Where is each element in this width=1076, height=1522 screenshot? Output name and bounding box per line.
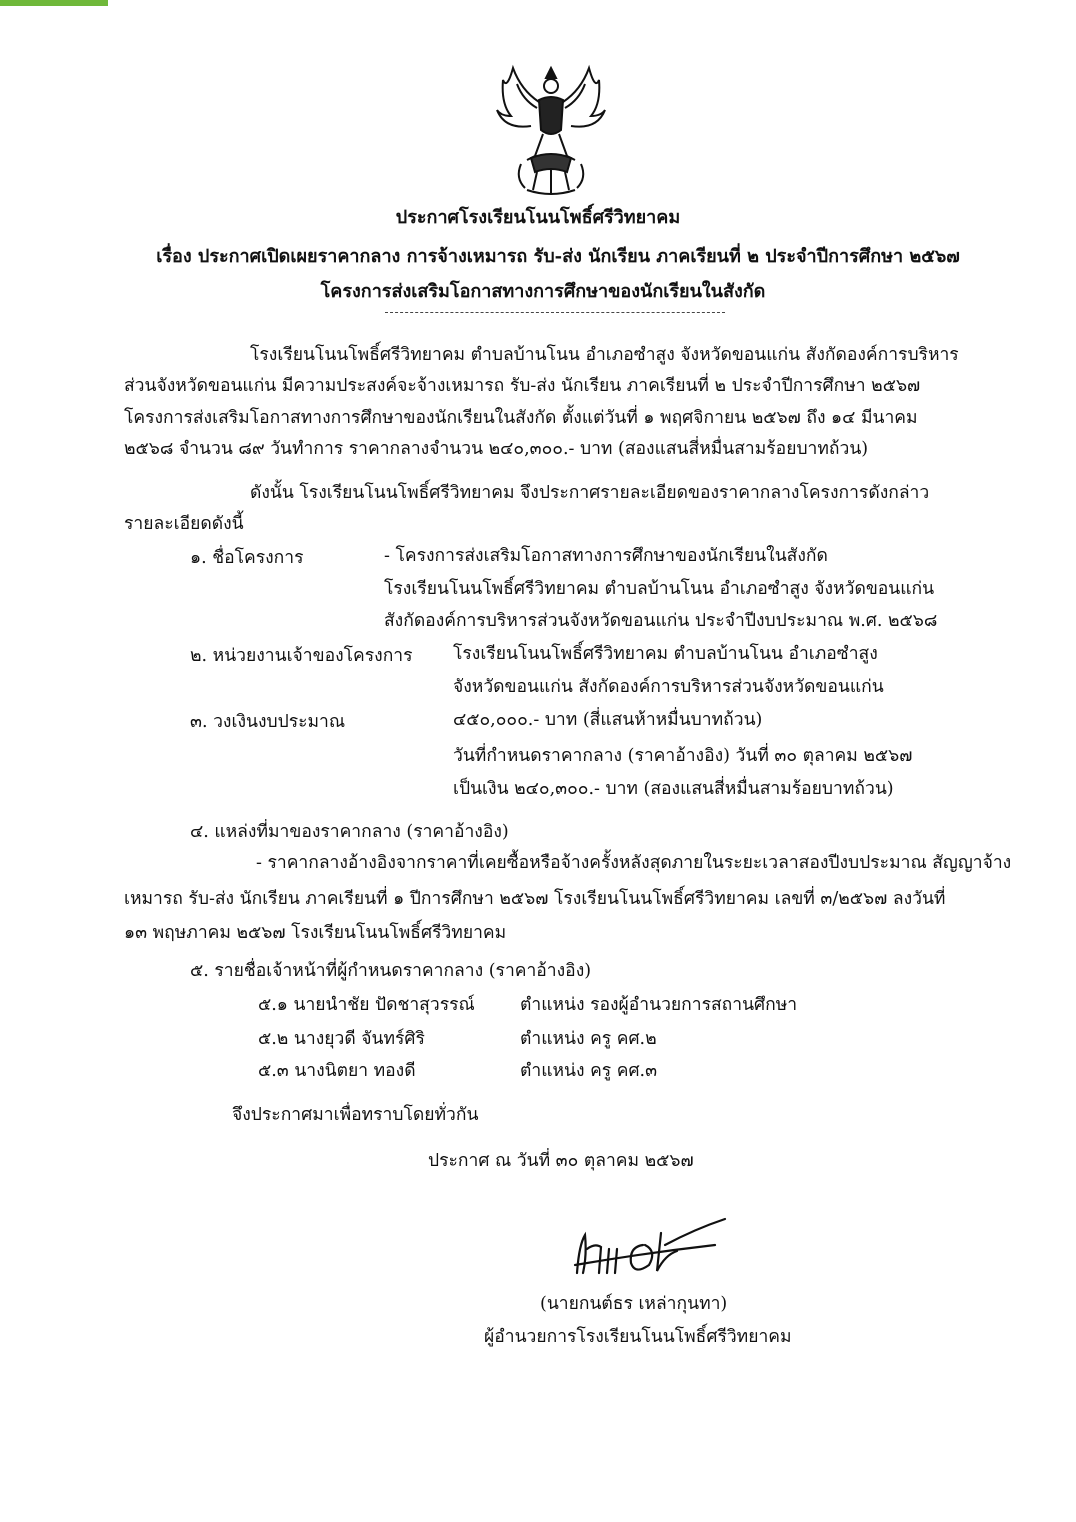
item-3-label: ๓. วงเงินงบประมาณ xyxy=(190,712,346,732)
item-1-value-1: - โครงการส่งเสริมโอกาสทางการศึกษาของนักเรียนในสังกัด xyxy=(384,546,828,566)
official-2-position: ตำแหน่ง ครู คศ.๒ xyxy=(520,1029,657,1049)
item-1-label: ๑. ชื่อโครงการ xyxy=(190,548,304,568)
top-edge-mark xyxy=(0,0,108,6)
title-divider xyxy=(385,312,725,313)
intro-line-5: ดังนั้น โรงเรียนโนนโพธิ์ศรีวิทยาคม จึงประกาศรายละเอียดของราคากลางโครงการดังกล่าว xyxy=(250,483,930,503)
document-title: ประกาศโรงเรียนโนนโพธิ์ศรีวิทยาคม xyxy=(395,207,681,228)
announcement-date: ประกาศ ณ วันที่ ๓๐ ตุลาคม ๒๕๖๗ xyxy=(428,1151,694,1171)
item-2-value-1: โรงเรียนโนนโพธิ์ศรีวิทยาคม ตำบลบ้านโนน อำเภอซำสูง xyxy=(453,644,878,664)
closing-notice: จึงประกาศมาเพื่อทราบโดยทั่วกัน xyxy=(232,1105,479,1125)
project-heading: โครงการส่งเสริมโอกาสทางการศึกษาของนักเรียนในสังกัด xyxy=(320,281,766,302)
intro-line-1: โรงเรียนโนนโพธิ์ศรีวิทยาคม ตำบลบ้านโนน อำเภอซำสูง จังหวัดขอนแก่น สังกัดองค์การบริหาร xyxy=(250,345,959,365)
item-1-value-3: สังกัดองค์การบริหารส่วนจังหวัดขอนแก่น ประจำปีงบประมาณ พ.ศ. ๒๕๖๘ xyxy=(384,611,938,631)
official-1-position: ตำแหน่ง รองผู้อำนวยการสถานศึกษา xyxy=(520,995,798,1015)
item-4-line-1: - ราคากลางอ้างอิงจากราคาที่เคยซื้อหรือจ้างครั้งหลังสุดภายในระยะเวลาสองปีงบประมาณ สัญญาจ้าง xyxy=(256,853,1012,873)
official-2-name: ๕.๒ นางยุวดี จันทร์ศิริ xyxy=(258,1029,425,1049)
item-2-label: ๒. หน่วยงานเจ้าของโครงการ xyxy=(190,646,413,666)
item-5-label: ๕. รายชื่อเจ้าหน้าที่ผู้กำหนดราคากลาง (ราคาอ้างอิง) xyxy=(190,961,592,981)
signature-icon xyxy=(565,1215,735,1285)
item-1-value-2: โรงเรียนโนนโพธิ์ศรีวิทยาคม ตำบลบ้านโนน อำเภอซำสูง จังหวัดขอนแก่น xyxy=(384,579,935,599)
item-3-value-2: วันที่กำหนดราคากลาง (ราคาอ้างอิง) วันที่ ๓๐ ตุลาคม ๒๕๖๗ xyxy=(453,746,913,766)
official-3-name: ๕.๓ นางนิตยา ทองดี xyxy=(258,1061,416,1081)
intro-line-3: โครงการส่งเสริมโอกาสทางการศึกษาของนักเรียนในสังกัด ตั้งแต่วันที่ ๑ พฤศจิกายน ๒๕๖๗ ถึง ๑๔ มีนาคม xyxy=(124,408,918,428)
official-3-position: ตำแหน่ง ครู คศ.๓ xyxy=(520,1061,658,1081)
intro-line-4: ๒๕๖๘ จำนวน ๘๙ วันทำการ ราคากลางจำนวน ๒๔๐,๓๐๐.- บาท (สองแสนสี่หมื่นสามร้อยบาทถ้วน) xyxy=(124,439,869,459)
official-1-name: ๕.๑ นายนำชัย ปัดชาสุวรรณ์ xyxy=(258,995,475,1015)
item-4-line-3: ๑๓ พฤษภาคม ๒๕๖๗ โรงเรียนโนนโพธิ์ศรีวิทยาคม xyxy=(124,923,507,943)
intro-line-6: รายละเอียดดังนี้ xyxy=(124,514,244,534)
item-4-line-2: เหมารถ รับ-ส่ง นักเรียน ภาคเรียนที่ ๑ ปีการศึกษา ๒๕๖๗ โรงเรียนโนนโพธิ์ศรีวิทยาคม เลขที่ ๓/๒๕๖๗ ลงวันที่ xyxy=(124,889,946,909)
signatory-name: (นายกนต์ธร เหล่ากุนทา) xyxy=(540,1294,728,1314)
item-2-value-2: จังหวัดขอนแก่น สังกัดองค์การบริหารส่วนจังหวัดขอนแก่น xyxy=(453,677,884,697)
intro-line-2: ส่วนจังหวัดขอนแก่น มีความประสงค์จะจ้างเหมารถ รับ-ส่ง นักเรียน ภาคเรียนที่ ๒ ประจำปีการศึกษา ๒๕๖๗ xyxy=(124,376,921,396)
item-3-value-1: ๔๕๐,๐๐๐.- บาท (สี่แสนห้าหมื่นบาทถ้วน) xyxy=(453,710,763,730)
item-4-label: ๔. แหล่งที่มาของราคากลาง (ราคาอ้างอิง) xyxy=(190,822,509,842)
item-3-value-3: เป็นเงิน ๒๔๐,๓๐๐.- บาท (สองแสนสี่หมื่นสามร้อยบาทถ้วน) xyxy=(453,779,894,799)
document-subject: เรื่อง ประกาศเปิดเผยราคากลาง การจ้างเหมารถ รับ-ส่ง นักเรียน ภาคเรียนที่ ๒ ประจำปีการศึกษา ๒๕๖๗ xyxy=(156,246,960,267)
signatory-title: ผู้อำนวยการโรงเรียนโนนโพธิ์ศรีวิทยาคม xyxy=(484,1327,792,1347)
garuda-emblem-icon xyxy=(491,60,611,200)
